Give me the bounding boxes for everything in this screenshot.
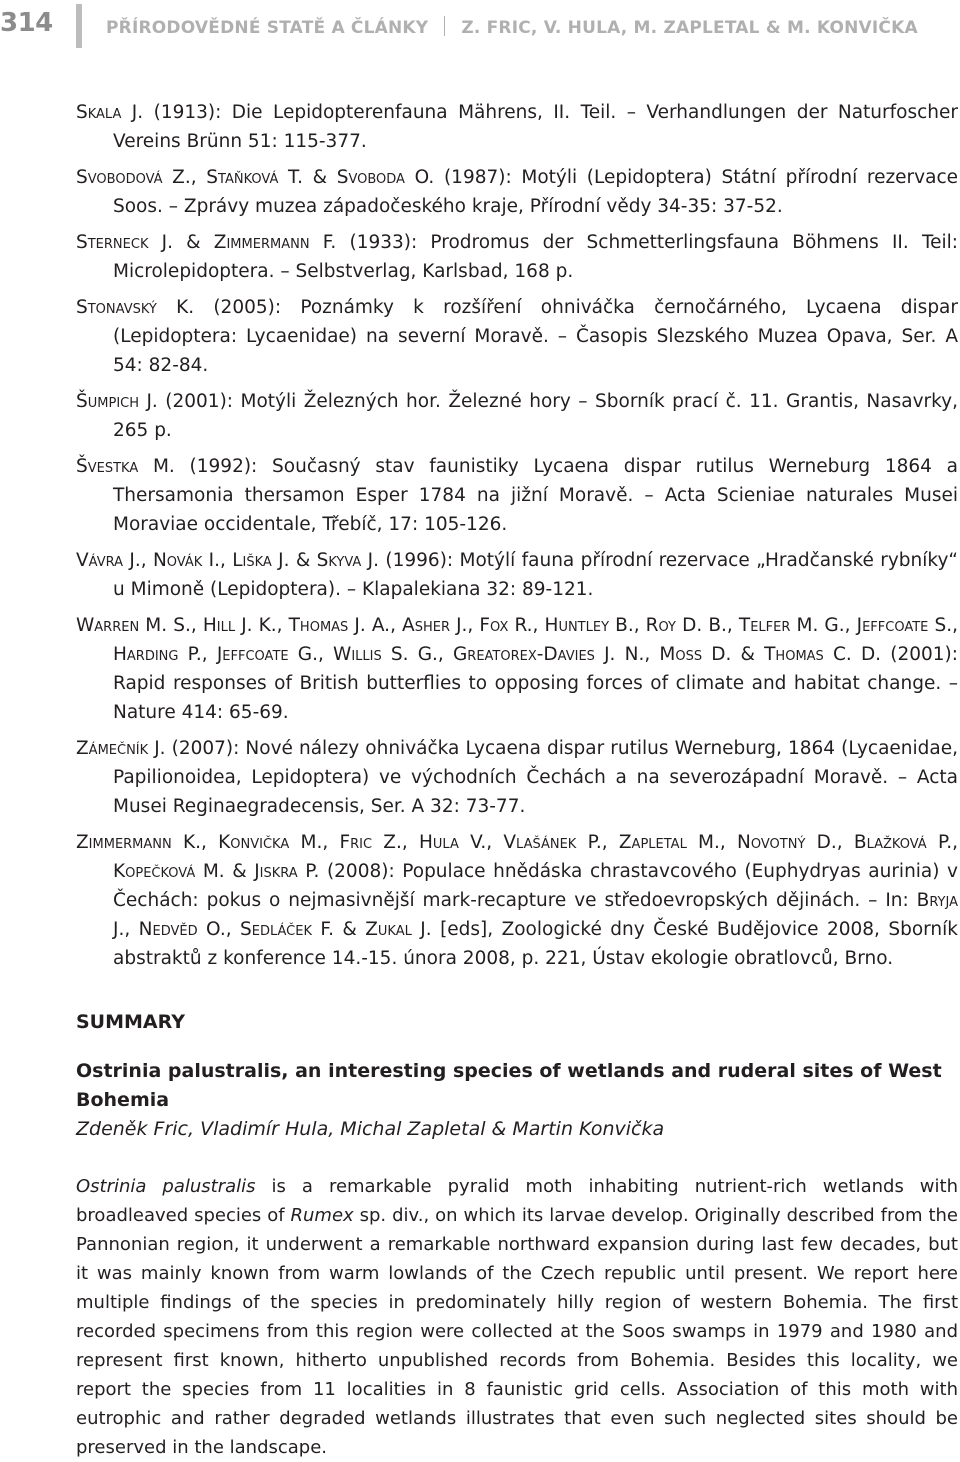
reference-text-continued: [eds], Zoologické dny České Budějovice 2008, Sborník abstraktů z konference 14.-15. února 2008, p. 221, Ústav ekologie obratlovců, Brno. — [113, 919, 958, 969]
reference-entry — [76, 828, 958, 973]
reference-author: Vávra J., Novák I., Liška J. & Skyva J. — [76, 550, 380, 571]
reference-text: (1913): Die Lepidopterenfauna Mährens, II. Teil. – Verhandlungen der Naturfoscher Vereins Brünn 51: 115-377. — [113, 102, 958, 152]
reference-author: Zimmermann K., Konvička M., Fric Z., Hula V., Vlašánek P., Zapletal M., Novotný D., Blažková P., Kopečková M. & Jiskra P. — [76, 832, 958, 882]
summary-title: Ostrinia palustralis, an interesting species of wetlands and ruderal sites of West Bohemia — [76, 1060, 942, 1111]
reference-entry — [76, 163, 958, 221]
reference-author: Šumpich J. — [76, 391, 158, 412]
header-authors: Z. FRIC, V. HULA, M. ZAPLETAL & M. KONVIČKA — [461, 18, 918, 38]
genus-name: Rumex — [290, 1205, 354, 1226]
reference-entry — [76, 387, 958, 445]
reference-text: (2001): Rapid responses of British butterflies to opposing forces of climate and habitat change. – Nature 414: 65-69. — [113, 644, 958, 723]
abstract-text: is a remarkable pyralid moth inhabiting nutrient-rich wetlands with broadleaved species of — [76, 1176, 959, 1226]
reference-text: (1992): Současný stav faunistiky Lycaena dispar rutilus Werneburg 1864 a Thersamonia thersamon Esper 1784 na jižní Moravě. – Acta Scieniae naturales Musei Moraviae occidentale, Třebíč, 17: 105-126. — [113, 456, 958, 535]
reference-text: (2008): Populace hnědáska chrastavcového (Euphydryas aurinia) v Čechách: pokus o nejmasivnější mark-recapture ve středoevropských dějinách. – In: — [113, 861, 958, 911]
summary-heading: SUMMARY — [76, 1011, 185, 1033]
species-name: Ostrinia palustralis — [76, 1176, 256, 1197]
reference-author: Stonavský K. — [76, 297, 195, 318]
abstract-paragraph — [76, 1172, 958, 1462]
abstract-text-continued: sp. div., on which its larvae develop. Originally described from the Pannonian region, it underwent a remarkable northward expansion during last few decades, but it was mainly known from warm lowlands of the Czech republic until present. We report here multiple findings of the species in predominately hilly region of western Bohemia. The first recorded specimens from this region were collected at the Soos swamps in 1979 and 1980 and represent first known, hitherto unpublished records from Bohemia. Besides this locality, we report the species from 11 localities in 8 faunistic grid cells. Association of this moth with eutrophic and rather degraded wetlands illustrates that even such neglected sites should be preserved in the landscape. — [76, 1205, 959, 1458]
section-title: PŘÍRODOVĚDNÉ STATĚ A ČLÁNKY — [106, 18, 429, 38]
header-separator — [444, 16, 445, 36]
reference-text: (1933): Prodromus der Schmetterlingsfauna Böhmens II. Teil: Microlepidoptera. – Selbstverlag, Karlsbad, 168 p. — [113, 232, 959, 282]
reference-entry — [76, 734, 958, 821]
reference-author: Svobodová Z., Staňková T. & Svoboda O. — [76, 167, 435, 188]
reference-entry — [76, 546, 958, 604]
reference-entry — [76, 452, 958, 539]
reference-author: Sterneck J. & Zimmermann F. — [76, 232, 337, 253]
summary-authors: Zdeněk Fric, Vladimír Hula, Michal Zapletal & Martin Konvička — [76, 1118, 665, 1140]
reference-entry — [76, 611, 958, 727]
reference-text: (2001): Motýli Železných hor. Železné hory – Sborník prací č. 11. Grantis, Nasavrky, 265 p. — [113, 391, 959, 441]
reference-entry — [76, 98, 958, 156]
page-number: 314 — [0, 8, 53, 38]
reference-text: (2007): Nové nálezy ohniváčka Lycaena dispar rutilus Werneburg, 1864 (Lycaenidae, Papilionoidea, Lepidoptera) ve východních Čechách a na severozápadní Moravě. – Acta Musei Reginaegradecensis, Ser. A 32: 73-77. — [113, 738, 959, 817]
reference-author: Warren M. S., Hill J. K., Thomas J. A., Asher J., Fox R., Huntley B., Roy D. B., Telfer M. G., Jeffcoate S., Harding P., Jeffcoate G., Willis S. G., Greatorex-Davies J. N., Moss D. & Thomas C. D. — [76, 615, 958, 665]
summary-section — [76, 1008, 958, 1462]
reference-author: Švestka M. — [76, 456, 175, 477]
running-header — [0, 0, 960, 56]
reference-list — [76, 98, 958, 980]
reference-entry — [76, 293, 958, 380]
reference-author: Skala J. — [76, 102, 144, 123]
reference-editors: Bryja J., Nedvěd O., Sedláček F. & Zukal J. — [113, 890, 958, 940]
reference-text: (1996): Motýlí fauna přírodní rezervace „Hradčanské rybníky“ u Mimoně (Lepidoptera). – Klapalekiana 32: 89-121. — [113, 550, 959, 600]
reference-author: Zámečník J. — [76, 738, 166, 759]
reference-text: (1987): Motýli (Lepidoptera) Státní přírodní rezervace Soos. – Zprávy muzea západočeského kraje, Přírodní vědy 34-35: 37-52. — [113, 167, 958, 217]
running-head — [106, 16, 918, 38]
reference-text: (2005): Poznámky k rozšíření ohniváčka černočárného, Lycaena dispar (Lepidoptera: Lycaenidae) na severní Moravě. – Časopis Slezského Muzea Opava, Ser. A 54: 82-84. — [113, 297, 959, 376]
header-divider — [76, 4, 82, 48]
reference-entry — [76, 228, 958, 286]
